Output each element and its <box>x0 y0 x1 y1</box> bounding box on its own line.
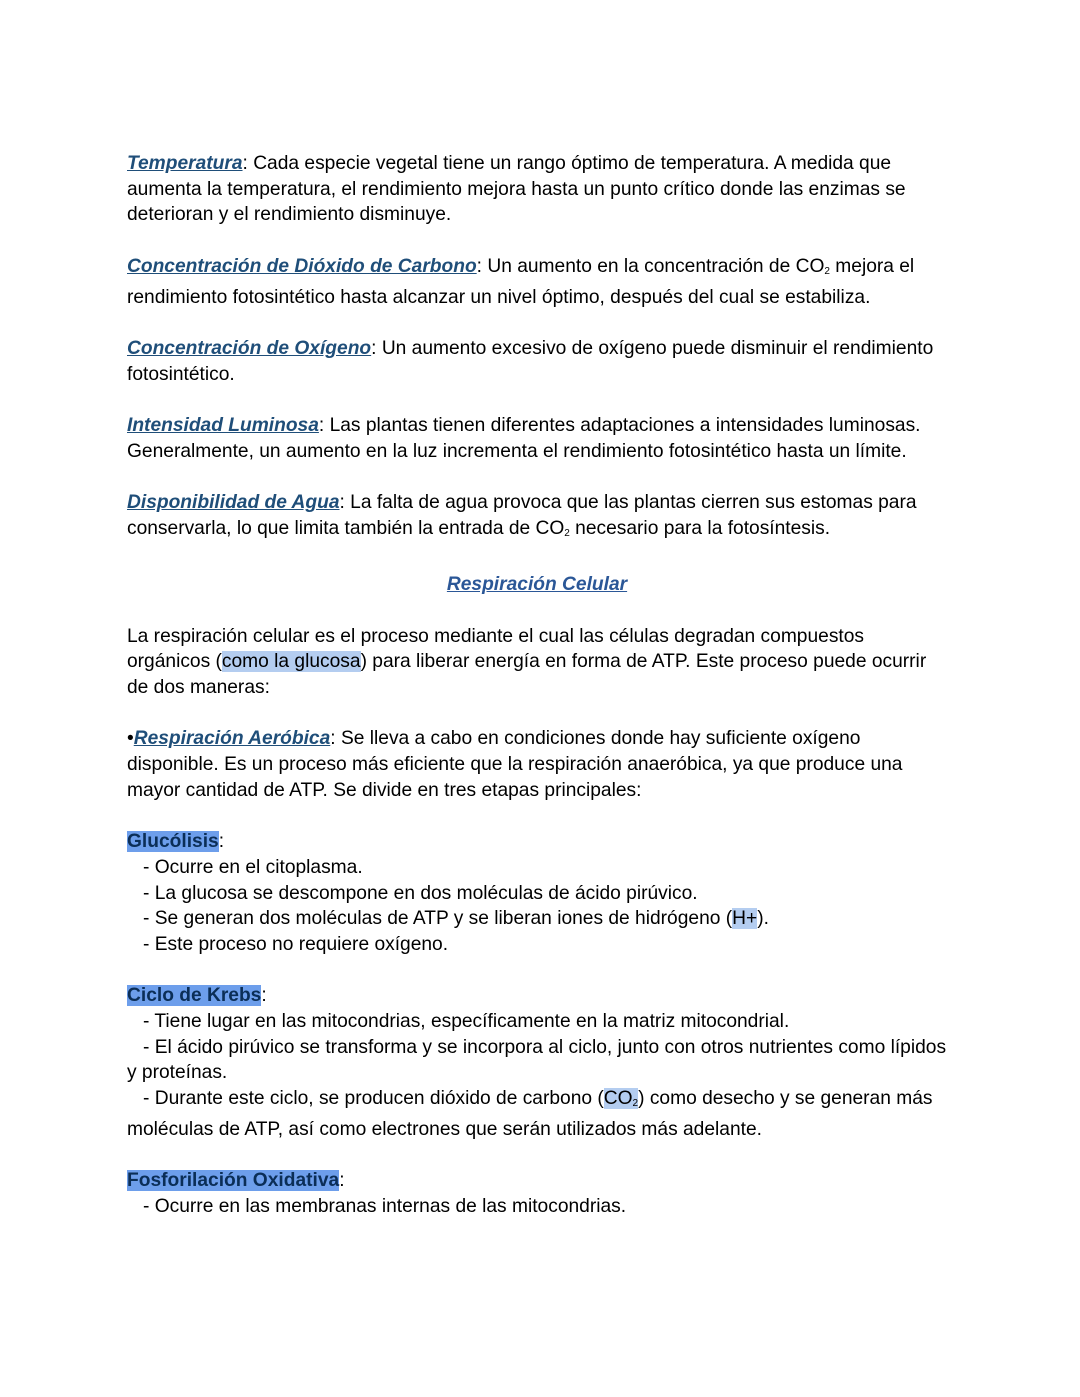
section-heading <box>127 572 947 598</box>
term-temperatura[interactable]: Temperatura <box>127 153 243 174</box>
factor-oxigeno: Concentración de Oxígeno: Un aumento excesivo de oxígeno puede disminuir el rendimiento fotosintético. <box>127 337 934 385</box>
bullet-icon: • <box>127 728 134 750</box>
highlight-glucosa: como la glucosa <box>221 651 361 673</box>
list-item: - Ocurre en el citoplasma. <box>143 856 363 878</box>
list-item: - Tiene lugar en las mitocondrias, específicamente en la matriz mitocondrial. <box>143 1011 790 1033</box>
glycolysis-title: Glucólisis <box>127 831 219 853</box>
term-luz[interactable]: Intensidad Luminosa <box>127 414 319 436</box>
aerobic-paragraph: •Respiración Aeróbica: Se lleva a cabo en condiciones donde hay suficiente oxígeno disponible. Es un proceso más eficiente que la respiración anaeróbica, ya que produce una mayor cantidad de ATP. Se divide en tres etapas principales: <box>127 728 903 801</box>
list-item: - El ácido pirúvico se transforma y se incorpora al ciclo, junto con otros nutrientes como lípidos y proteínas. <box>127 1036 947 1084</box>
document-page <box>127 151 947 1245</box>
term-oxigeno[interactable]: Concentración de Oxígeno <box>127 337 372 359</box>
term-co2[interactable]: Concentración de Dióxido de Carbono <box>127 255 477 277</box>
glycolysis-section <box>127 829 947 958</box>
list-item: - Este proceso no requiere oxígeno. <box>143 933 449 955</box>
section-title[interactable]: Respiración Celular <box>446 574 628 596</box>
factor-luz: Intensidad Luminosa: Las plantas tienen diferentes adaptaciones a intensidades luminosas. Generalmente, un aumento en la luz incrementa el rendimiento fotosintético hasta un límite. <box>127 414 921 462</box>
factor-co2: Concentración de Dióxido de Carbono: Un aumento en la concentración de $CO_2$ mejora el rendimiento fotosintético hasta alcanzar un nivel óptimo, después del cual se estabiliza. <box>127 255 915 308</box>
krebs-title: Ciclo de Krebs <box>127 985 262 1007</box>
term-agua[interactable]: Disponibilidad de Agua <box>127 492 340 514</box>
factor-temperatura: Temperatura: Cada especie vegetal tiene un rango óptimo de temperatura. A medida que aumenta la temperatura, el rendimiento mejora hasta un punto crítico donde las enzimas se deterioran y el rendimiento disminuye. <box>127 153 906 226</box>
term-aerobica[interactable]: Respiración Aeróbica <box>133 728 331 750</box>
oxphos-label: Fosforilación Oxidativa: <box>127 1170 345 1192</box>
list-item: - Ocurre en las membranas internas de las mitocondrias. <box>143 1195 627 1217</box>
highlight-co2: $CO_2$ <box>603 1088 639 1110</box>
glycolysis-label: Glucólisis: <box>127 831 225 853</box>
list-item: - La glucosa se descompone en dos moléculas de ácido pirúvico. <box>143 882 698 904</box>
highlight-h-plus: H+ <box>732 908 758 930</box>
list-item: - Durante este ciclo, se producen dióxido de carbono $(CO_2)$ como desecho y se generan más moléculas de ATP, así como electrones que serán utilizados más adelante. <box>127 1088 933 1140</box>
krebs-section <box>127 983 947 1142</box>
oxphos-title: Fosforilación Oxidativa <box>127 1170 340 1192</box>
intro-paragraph: La respiración celular es el proceso mediante el cual las células degradan compuestos orgánicos (como la glucosa) para liberar energía en forma de ATP. Este proceso puede ocurrir de dos maneras: <box>127 625 927 698</box>
krebs-label: Ciclo de Krebs: <box>127 985 267 1007</box>
oxphos-section <box>127 1168 947 1219</box>
factor-agua: Disponibilidad de Agua: La falta de agua provoca que las plantas cierren sus estomas para conservarla, lo que limita también la entrada de $CO_2$ necesario para la fotosíntesis. <box>127 492 917 539</box>
list-item: - Se generan dos moléculas de ATP y se liberan iones de hidrógeno (H+). <box>143 908 769 930</box>
